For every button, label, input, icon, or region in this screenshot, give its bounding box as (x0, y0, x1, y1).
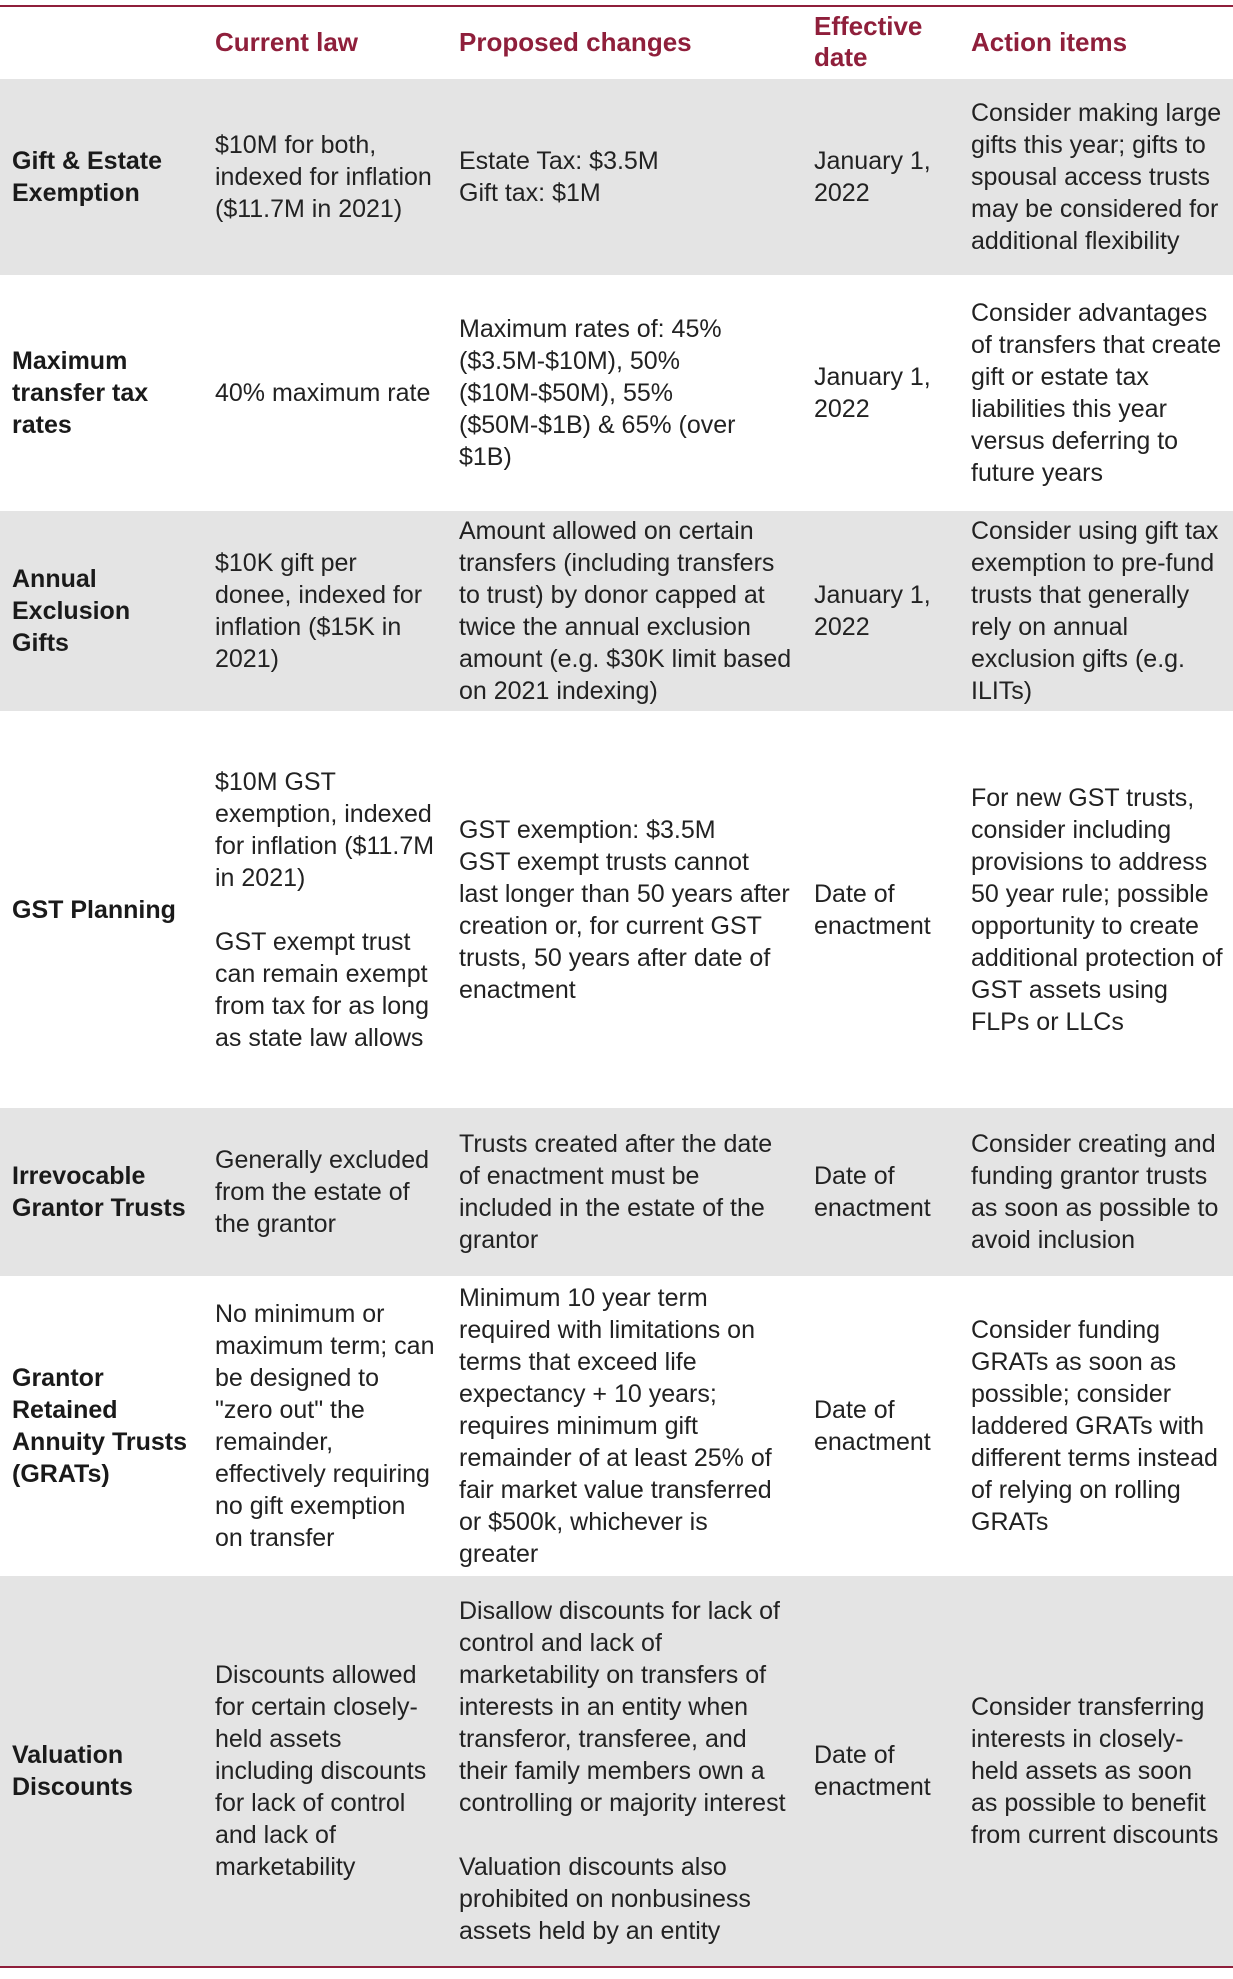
row-topic: GST Planning (0, 712, 203, 1107)
row-topic: Gift & Estate Exemption (0, 78, 203, 276)
row-current-law (203, 276, 447, 510)
current-law-text: $10K gift per donee, indexed for inflation ($15K in 2021) (215, 549, 423, 673)
table-row (0, 510, 1233, 712)
row-effective-date: Date of enactment (802, 1277, 959, 1575)
current-law-text: $10M GST exemption, indexed for inflation ($11.7M in 2021) (215, 767, 435, 892)
table-row (0, 276, 1233, 510)
header-topic (0, 6, 203, 78)
row-proposed-changes (447, 1575, 802, 1967)
row-current-law (203, 78, 447, 276)
row-current-law (203, 1575, 447, 1967)
row-topic: Valuation Discounts (0, 1575, 203, 1967)
row-current-law (203, 712, 447, 1107)
row-topic: Irrevocable Grantor Trusts (0, 1107, 203, 1277)
row-effective-date: Date of enactment (802, 712, 959, 1107)
row-proposed-changes (447, 78, 802, 276)
tax-proposal-table (0, 5, 1233, 1968)
proposed-paragraph: Disallow discounts for lack of control and lack of marketability on transfers of interests in an entity when transferor, transferee, and their family members own a controlling or majority interest (459, 1597, 786, 1817)
header-current-law: Current law (203, 6, 447, 78)
row-action-items: Consider advantages of transfers that create gift or estate tax liabilities this year versus deferring to future years (959, 276, 1233, 510)
row-effective-date: Date of enactment (802, 1107, 959, 1277)
header-effective-date: Effective date (802, 6, 959, 78)
current-law-text: No minimum or maximum term; can be designed to "zero out" the remainder, effectively requiring no gift exemption on transfer (215, 1300, 435, 1552)
current-law-text: GST exempt trust can remain exempt from tax for as long as state law allows (215, 927, 429, 1052)
proposed-line: Gift tax: $1M (459, 179, 601, 207)
row-action-items: Consider using gift tax exemption to pre-fund trusts that generally rely on annual exclusion gifts (e.g. ILITs) (959, 510, 1233, 712)
row-effective-date: January 1, 2022 (802, 276, 959, 510)
row-effective-date: January 1, 2022 (802, 78, 959, 276)
header-row (0, 6, 1233, 78)
row-current-law (203, 1277, 447, 1575)
row-effective-date: January 1, 2022 (802, 510, 959, 712)
header-action-items: Action items (959, 6, 1233, 78)
row-proposed-changes: Amount allowed on certain transfers (including transfers to trust) by donor capped at twice the annual exclusion amount (e.g. $30K limit based on 2021 indexing) (447, 510, 802, 712)
row-action-items: Consider transferring interests in closely-held assets as soon as possible to benefit from current discounts (959, 1575, 1233, 1967)
row-topic: Annual Exclusion Gifts (0, 510, 203, 712)
row-proposed-changes: Minimum 10 year term required with limitations on terms that exceed life expectancy + 10 years; requires minimum gift remainder of at least 25% of fair market value transferred or $500k, whichever is greater (447, 1277, 802, 1575)
row-action-items: For new GST trusts, consider including provisions to address 50 year rule; possible opportunity to create additional protection of GST assets using FLPs or LLCs (959, 712, 1233, 1107)
row-current-law (203, 510, 447, 712)
header-proposed-changes: Proposed changes (447, 6, 802, 78)
table-row (0, 1277, 1233, 1575)
row-proposed-changes: Maximum rates of: 45% ($3.5M-$10M), 50% ($10M-$50M), 55% ($50M-$1B) & 65% (over $1B) (447, 276, 802, 510)
table-row (0, 1107, 1233, 1277)
current-law-text: Generally excluded from the estate of the grantor (215, 1146, 430, 1238)
row-proposed-changes: GST exemption: $3.5M GST exempt trusts cannot last longer than 50 years after creation or, for current GST trusts, 50 years after date of enactment (447, 712, 802, 1107)
current-law-text: $10M for both, indexed for inflation ($11.7M in 2021) (215, 131, 432, 223)
row-topic: Maximum transfer tax rates (0, 276, 203, 510)
row-topic: Grantor Retained Annuity Trusts (GRATs) (0, 1277, 203, 1575)
row-action-items: Consider funding GRATs as soon as possible; consider laddered GRATs with different terms instead of relying on rolling GRATs (959, 1277, 1233, 1575)
table-row (0, 712, 1233, 1107)
row-proposed-changes: Trusts created after the date of enactment must be included in the estate of the grantor (447, 1107, 802, 1277)
proposed-line: Estate Tax: $3.5M (459, 147, 659, 175)
row-action-items: Consider making large gifts this year; gifts to spousal access trusts may be considered for additional flexibility (959, 78, 1233, 276)
row-current-law (203, 1107, 447, 1277)
row-action-items: Consider creating and funding grantor trusts as soon as possible to avoid inclusion (959, 1107, 1233, 1277)
table-row (0, 1575, 1233, 1967)
table-row (0, 78, 1233, 276)
row-effective-date: Date of enactment (802, 1575, 959, 1967)
current-law-text: Discounts allowed for certain closely-held assets including discounts for lack of control and lack of marketability (215, 1661, 427, 1881)
proposed-paragraph: Valuation discounts also prohibited on nonbusiness assets held by an entity (459, 1853, 751, 1945)
current-law-text: 40% maximum rate (215, 379, 431, 407)
